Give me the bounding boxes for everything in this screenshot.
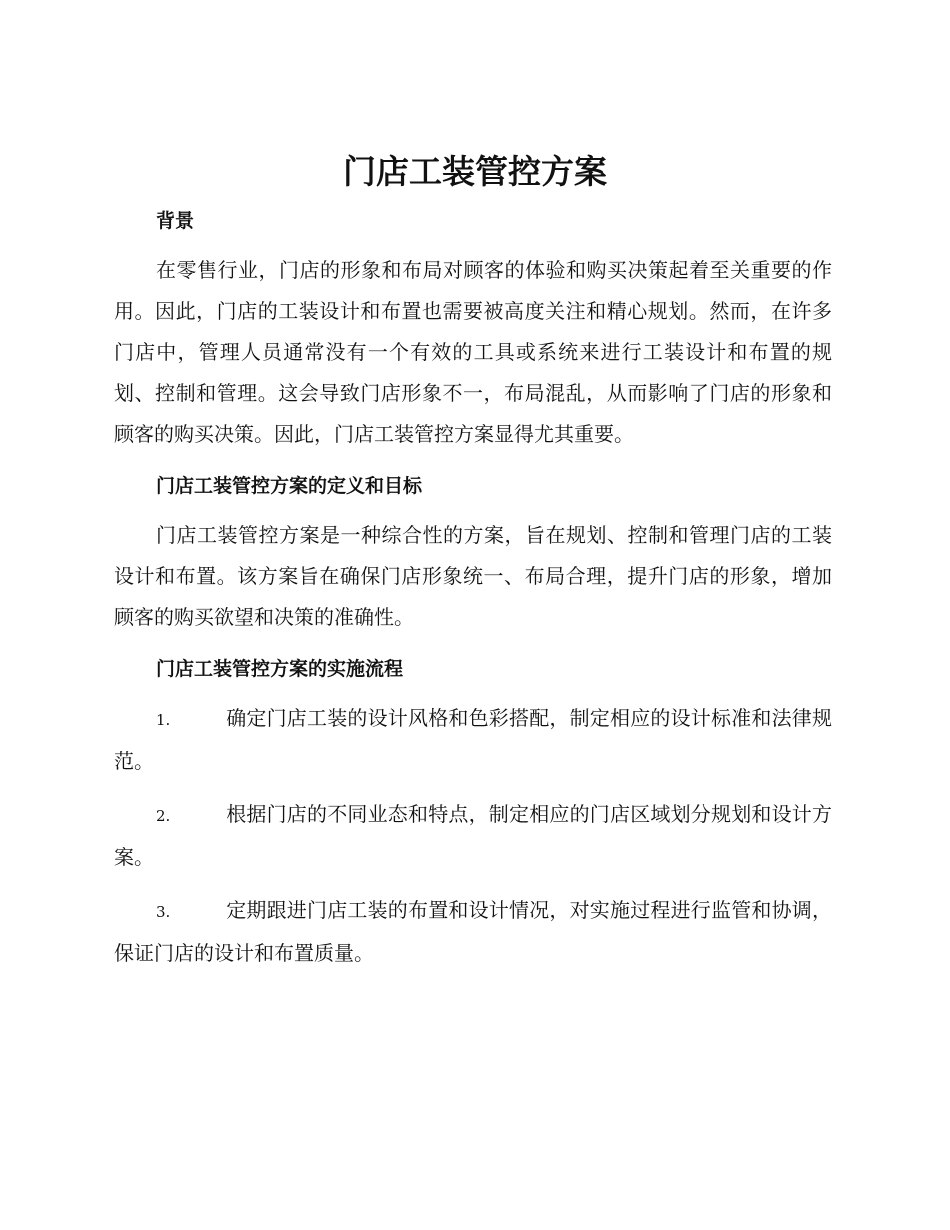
section-heading-definition: 门店工装管控方案的定义和目标 xyxy=(156,475,423,497)
section-process xyxy=(114,650,832,974)
list-item-text: 根据门店的不同业态和特点，制定相应的门店区域划分规划和设计方案。 xyxy=(114,802,832,869)
section-definition xyxy=(114,467,832,638)
definition-paragraph: 门店工装管控方案是一种综合性的方案，旨在规划、控制和管理门店的工装设计和布置。该方案旨在确保门店形象统一、布局合理，提升门店的形象，增加顾客的购买欲望和决策的准确性。 xyxy=(114,523,832,629)
list-item xyxy=(114,794,832,878)
list-item-number: 1. xyxy=(156,711,171,729)
list-item-text: 定期跟进门店工装的布置和设计情况，对实施过程进行监管和协调，保证门店的设计和布置质量。 xyxy=(114,898,832,965)
section-heading-background: 背景 xyxy=(156,210,195,232)
section-heading-process: 门店工装管控方案的实施流程 xyxy=(156,658,404,680)
document-title: 门店工装管控方案 xyxy=(343,152,607,191)
list-item-number: 3. xyxy=(156,903,171,921)
list-item-text: 确定门店工装的设计风格和色彩搭配，制定相应的设计标准和法律规范。 xyxy=(114,706,832,773)
document-body xyxy=(114,202,832,974)
section-background xyxy=(114,202,832,455)
background-paragraph: 在零售行业，门店的形象和布局对顾客的体验和购买决策起着至关重要的作用。因此，门店的工装设计和布置也需要被高度关注和精心规划。然而，在许多门店中，管理人员通常没有一个有效的工具或系统来进行工装设计和布置的规划、控制和管理。这会导致门店形象不一，布局混乱，从而影响了门店的形象和顾客的购买决策。因此，门店工装管控方案显得尤其重要。 xyxy=(114,258,832,446)
list-item-number: 2. xyxy=(156,807,171,825)
list-item xyxy=(114,698,832,782)
list-item xyxy=(114,890,832,974)
